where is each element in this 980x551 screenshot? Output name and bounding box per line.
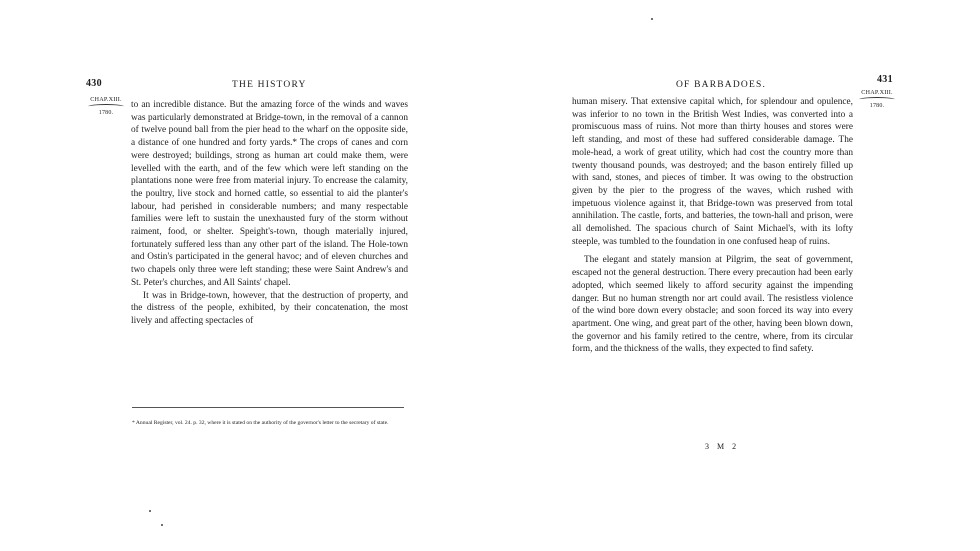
scan-speck bbox=[149, 510, 151, 512]
right-page bbox=[490, 0, 980, 551]
paragraph: It was in Bridge-town, however, that the destruction of property, and the distress of the people, exhibited, by their concatenation, the most lively and affecting spectacles of bbox=[131, 290, 408, 326]
margin-note bbox=[84, 96, 128, 117]
footnote: * Annual Register, vol. 24. p. 32, where it is stated on the authority of the governor's letter to the secretary of state. bbox=[132, 420, 389, 426]
running-head: OF BARBADOES. bbox=[676, 80, 767, 90]
page-number: 431 bbox=[877, 74, 893, 85]
margin-chapter: CHAP.XIII. bbox=[90, 96, 122, 103]
body-text bbox=[131, 99, 408, 328]
paragraph: human misery. That extensive capital which, for splendour and opulence, was inferior to no town in the British West Indies, was converted into a promiscuous mass of ruins. Not more than thirty houses and stores were left standing, and most of these had suffered considerable damage. The mole-head, a work of great utility, which had cost the country more than twenty thousand pounds, was destroyed; and the bason entirely filled up with sand, stones, and pieces of timber. It was owing to the obstruction given by the pier to the progress of the waves, which rushed with impetuous violence against it, that Bridge-town was preserved from total annihilation. The castle, forts, and batteries, the town-hall and prison, were all demolished. The spacious church of Saint Michael's, with its lofty steeple, was tumbled to the foundation in one confused heap of ruins. bbox=[572, 97, 853, 247]
page-number: 430 bbox=[86, 78, 102, 89]
paragraph: The elegant and stately mansion at Pilgrim, the seat of government, escaped not the general destruction. There every precaution had been early adopted, which seemed likely to afford security against the impending danger. But no human strength nor art could avail. The resistless violence of the wind bore down every obstacle; and soon forced its way into every apartment. One wing, and great part of the other, having been blown down, the governor and his family retired to the centre, where, from its circular form, and the thickness of the walls, they expected to find safety. bbox=[572, 255, 853, 355]
margin-note bbox=[855, 89, 899, 110]
body-text bbox=[572, 96, 853, 356]
running-head: THE HISTORY bbox=[232, 80, 307, 90]
scan-speck bbox=[161, 524, 163, 526]
paragraph: to an incredible distance. But the amazing force of the winds and waves was particularly demonstrated at Bridge-town, in the removal of a cannon of twelve pound ball from the pier head to the wharf on the opposite side, a distance of one hundred and forty yards.* The crops of canes and corn were destroyed; buildings, strong as human art could make them, were levelled with the earth, and of the few which were left standing on the plantations none were free from material injury. To encrease the calamity, the poultry, live stock and horned cattle, so essential to aid the planter's labour, had perished in considerable numbers; and many respectable families were left to sustain the unexhausted fury of the storm without raiment, food, or shelter. Speight's-town, though materially injured, fortunately suffered less than any other part of the island. The Hole-town and Ostin's participated in the general havoc; and of eleven churches and two chapels only three were left standing; these were Saint Andrew's and St. Peter's churches, and All Saints' chapel. bbox=[131, 100, 408, 288]
scan-speck bbox=[651, 18, 653, 20]
margin-year: 1780. bbox=[869, 103, 885, 109]
signature-mark: 3 M 2 bbox=[705, 442, 740, 451]
footnote-rule bbox=[132, 407, 404, 408]
margin-year: 1780. bbox=[98, 110, 114, 116]
margin-chapter: CHAP.XIII. bbox=[861, 89, 893, 96]
